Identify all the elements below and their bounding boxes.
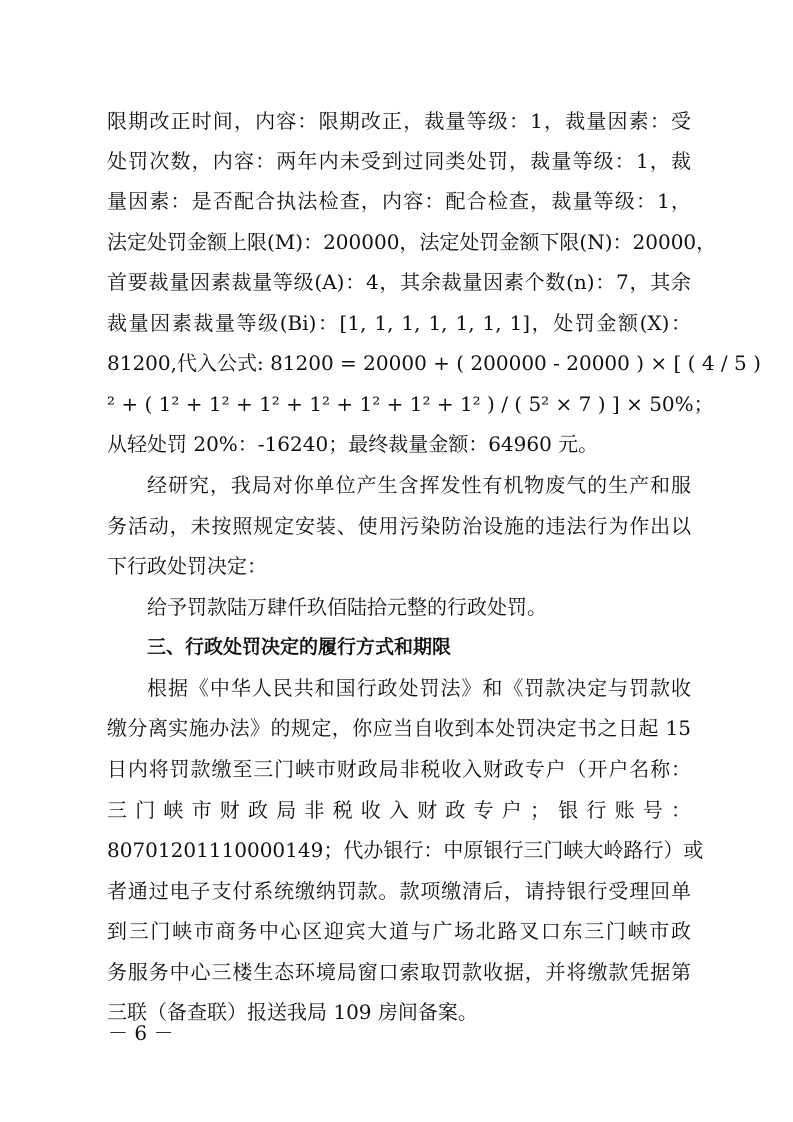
text-line-2: 处罚次数，内容：两年内未受到过同类处罚，裁量等级：1，裁 (107, 149, 691, 173)
text-line-3: 量因素：是否配合执法检查，内容：配合检查，裁量等级：1， (107, 189, 691, 213)
formula-line-1: 81200,代入公式: 81200 = 20000 + ( 200000 - 20000 ) × [ ( 4 / 5 ) (107, 351, 761, 375)
paragraph-payment-line-3: 日内将罚款缴至三门峡市财政局非税收入财政专户（开户名称： (107, 757, 691, 781)
text-line-6: 裁量因素裁量等级(Bi)：[1, 1, 1, 1, 1, 1, 1]，处罚金额(X)： (107, 311, 691, 335)
text-line-reduction: 从轻处罚 20%：-16240；最终裁量金额：64960 元。 (107, 432, 599, 456)
paragraph-payment-line-9: 三联（备查联）报送我局 109 房间备案。 (107, 1000, 478, 1024)
paragraph-decision-line-1: 经研究，我局对你单位产生含挥发性有机物废气的生产和服 (147, 473, 691, 497)
formula-line-2: ² + ( 1² + 1² + 1² + 1² + 1² + 1² + 1² ) / ( 5² × 7 ) ] × 50%； (107, 392, 714, 416)
paragraph-payment-line-2: 缴分离实施办法》的规定，你应当自收到本处罚决定书之日起 15 (107, 716, 691, 740)
page-number: － 6 － (108, 1021, 174, 1045)
paragraph-payment-line-6: 者通过电子支付系统缴纳罚款。款项缴清后，请持银行受理回单 (107, 879, 691, 903)
paragraph-payment-line-5: 80701201110000149；代办银行：中原银行三门峡大岭路行）或 (107, 838, 704, 862)
paragraph-payment-line-4: 三门峡市财政局非税收入财政专户；银行账号： (107, 798, 691, 822)
text-line-1: 限期改正时间，内容：限期改正，裁量等级：1，裁量因素：受 (107, 109, 691, 133)
paragraph-decision-line-3: 下行政处罚决定： (107, 554, 267, 578)
text-line-5: 首要裁量因素裁量等级(A)：4，其余裁量因素个数(n)：7，其余 (107, 270, 691, 294)
paragraph-payment-line-1: 根据《中华人民共和国行政处罚法》和《罚款决定与罚款收 (147, 676, 691, 700)
penalty-statement: 给予罚款陆万肆仟玖佰陆拾元整的行政处罚。 (147, 595, 547, 619)
paragraph-decision-line-2: 务活动，未按照规定安装、使用污染防治设施的违法行为作出以 (107, 514, 691, 538)
section-heading-3: 三、行政处罚决定的履行方式和期限 (147, 636, 452, 658)
paragraph-payment-line-7: 到三门峡市商务中心区迎宾大道与广场北路叉口东三门峡市政 (107, 919, 691, 943)
text-line-4: 法定处罚金额上限(M)：200000，法定处罚金额下限(N)：20000， (107, 230, 717, 254)
paragraph-payment-line-8: 务服务中心三楼生态环境局窗口索取罚款收据，并将缴款凭据第 (107, 960, 691, 984)
